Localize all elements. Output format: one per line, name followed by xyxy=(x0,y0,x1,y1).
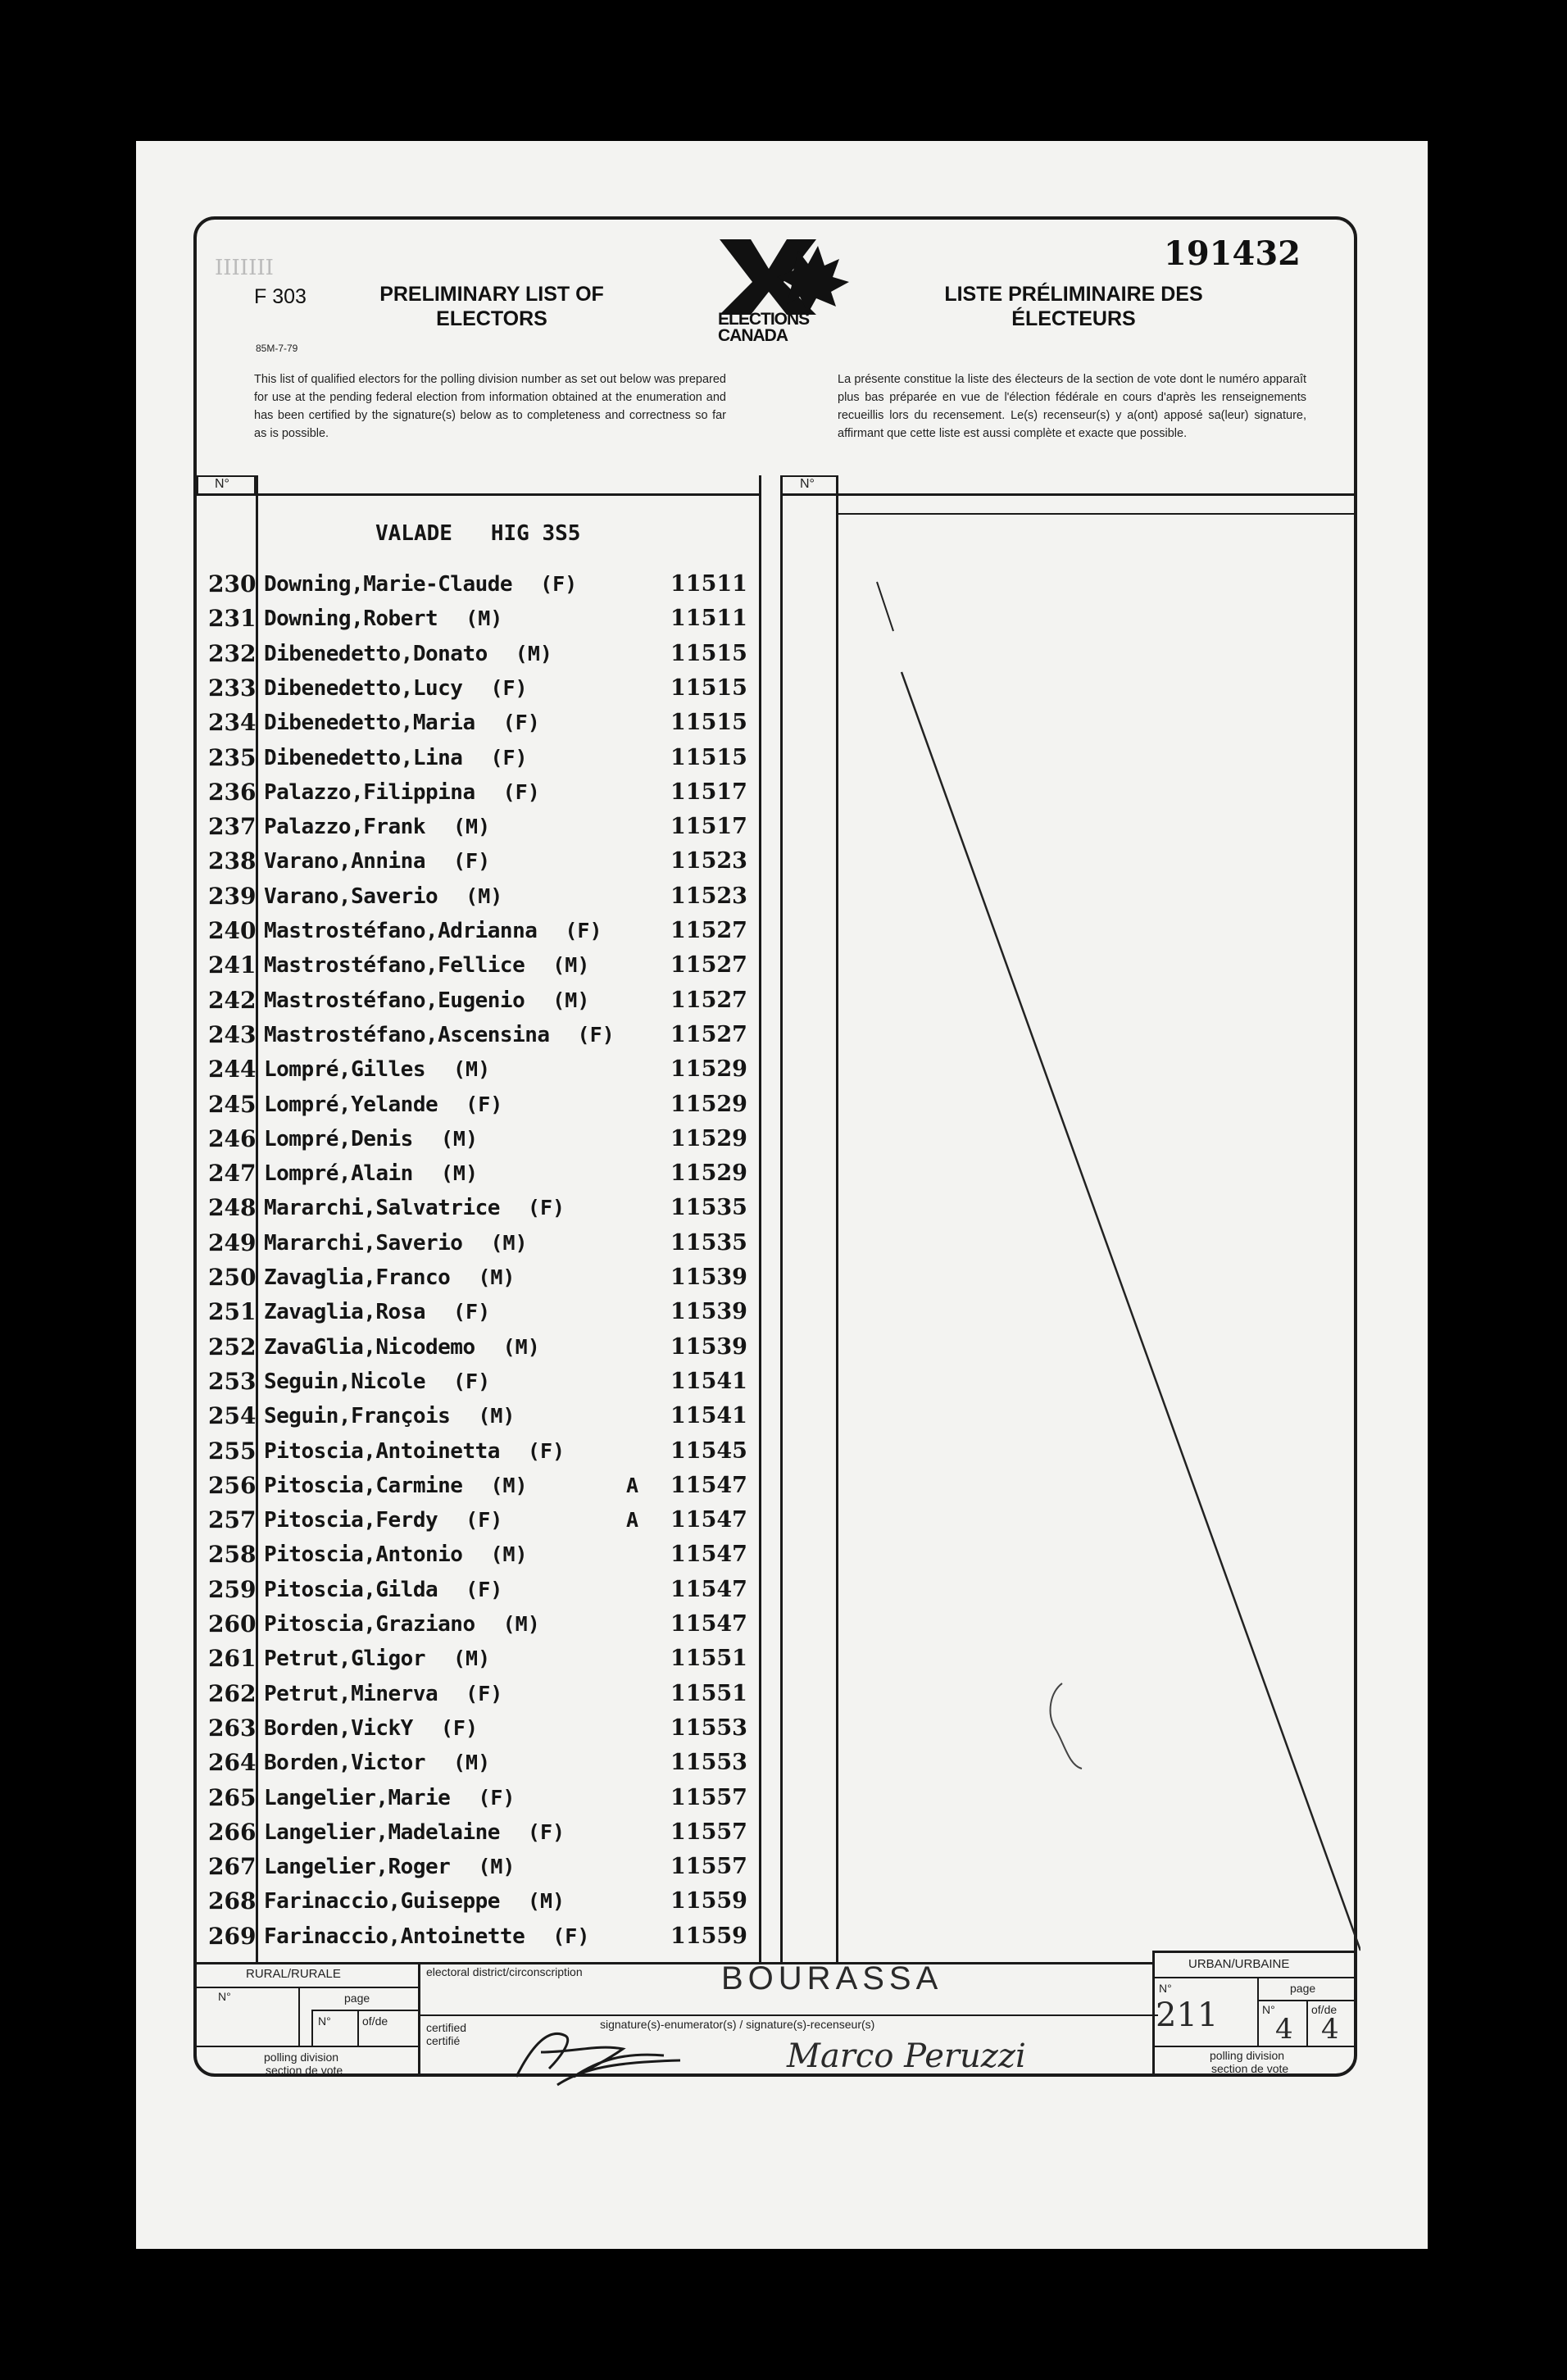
elector-sex: (F) xyxy=(490,745,528,770)
elector-number: 260 xyxy=(208,1610,257,1637)
rural-of-rule xyxy=(357,2010,359,2046)
elector-name: Langelier,Madelaine xyxy=(264,1819,500,1845)
right-column-left-rule xyxy=(780,475,783,1964)
urban-no-value: 211 xyxy=(1156,1996,1219,2034)
urban-label-rule xyxy=(1152,1977,1357,1978)
elector-sex: (F) xyxy=(577,1022,615,1047)
urban-page-value: 4 xyxy=(1275,2013,1293,2046)
urban-of-label: of/de xyxy=(1311,2003,1338,2016)
elector-sex: (M) xyxy=(490,1473,528,1497)
left-column-right-rule xyxy=(759,475,761,1964)
elector-sex: (M) xyxy=(552,988,590,1012)
urban-bottom-rule xyxy=(1152,2046,1357,2047)
elector-sex: (M) xyxy=(490,1230,528,1255)
elector-address: 11529 xyxy=(670,1125,747,1151)
elector-number: 264 xyxy=(208,1749,257,1777)
elector-sex: (F) xyxy=(527,1196,565,1220)
title-fr xyxy=(926,282,1221,331)
elector-address: 11557 xyxy=(670,1784,747,1810)
rural-sub-rule xyxy=(311,2010,420,2011)
elector-address: 11523 xyxy=(670,883,747,909)
elector-number: 251 xyxy=(208,1298,257,1326)
elector-number: 253 xyxy=(208,1367,257,1395)
elector-sex: (M) xyxy=(552,953,590,978)
district-label: electoral district/circonscription xyxy=(426,1965,583,1978)
elector-address: 11511 xyxy=(670,571,747,597)
rural-bottom-rule xyxy=(196,2046,420,2047)
elector-name: Dibenedetto,Maria xyxy=(264,711,475,736)
elector-number: 241 xyxy=(208,952,257,979)
elector-name: Lompré,Yelande xyxy=(264,1092,438,1117)
elector-number: 242 xyxy=(208,986,257,1014)
elector-name: Downing,Robert xyxy=(264,606,438,632)
title-en-line2: ELECTORS xyxy=(436,307,547,330)
elector-sex: (M) xyxy=(466,606,503,631)
elector-number: 265 xyxy=(208,1783,257,1811)
rural-page-label: page xyxy=(344,1992,370,2005)
elector-address: 11553 xyxy=(670,1750,747,1776)
rural-label: RURAL/RURALE xyxy=(246,1967,341,1981)
elector-address: 11547 xyxy=(670,1507,747,1533)
elector-sex: (F) xyxy=(502,779,540,804)
elector-number: 238 xyxy=(208,847,257,875)
elector-name: Pitoscia,Gilda xyxy=(264,1577,438,1602)
elector-name: Pitoscia,Antoinetta xyxy=(264,1438,500,1464)
left-no-header: N° xyxy=(215,477,229,491)
elector-address: 11559 xyxy=(670,1888,747,1914)
intro-text-fr: La présente constitue la liste des électeurs de la section de vote dont le numéro apparaît plus bas préparée en vue de l'élection fédérale en cours d'après les renseignements recueillis lors du recensement. Le(s) recenseur(s) y a(ont) apposé sa(leur) signature, affirmant que cette liste est aussi complète et exacte que possible. xyxy=(838,373,1306,440)
elector-address: 11527 xyxy=(670,918,747,943)
elector-name: Langelier,Marie xyxy=(264,1785,451,1810)
elector-number: 236 xyxy=(208,778,257,806)
form-date: 85M-7-79 xyxy=(256,343,298,354)
serial-number: 191432 xyxy=(1164,234,1301,273)
elector-mark: A xyxy=(626,1508,639,1533)
elector-name: Langelier,Roger xyxy=(264,1855,451,1880)
elector-name: Downing,Marie-Claude xyxy=(264,572,513,597)
elector-mark: A xyxy=(626,1473,639,1497)
elector-sex: (M) xyxy=(453,1751,491,1775)
elector-address: 11559 xyxy=(670,1923,747,1949)
title-en-line1: PRELIMINARY LIST OF xyxy=(379,283,604,306)
elector-number: 244 xyxy=(208,1056,257,1083)
elector-address: 11529 xyxy=(670,1091,747,1117)
elector-number: 234 xyxy=(208,709,257,737)
elector-sex: (M) xyxy=(478,1265,516,1289)
urban-of-rule xyxy=(1306,2000,1308,2046)
rural-section-label: section de vote xyxy=(266,2064,343,2077)
certified-fr: certifié xyxy=(426,2034,461,2047)
elector-sex: (M) xyxy=(478,1855,516,1879)
elector-name: Borden,Victor xyxy=(264,1751,425,1776)
rural-page-rule xyxy=(311,2010,313,2046)
form-ghost-stamp: IIIIIII xyxy=(215,256,274,280)
elector-name: Varano,Annina xyxy=(264,849,425,874)
elector-address: 11523 xyxy=(670,848,747,874)
elector-address: 11527 xyxy=(670,952,747,979)
enumerator-signature-2: Marco Peruzzi xyxy=(787,2037,1026,2075)
elector-sex: (M) xyxy=(440,1161,478,1186)
elector-address: 11517 xyxy=(670,779,747,805)
elector-name: Dibenedetto,Lucy xyxy=(264,675,463,701)
elector-number: 269 xyxy=(208,1922,257,1950)
elector-address: 11517 xyxy=(670,814,747,840)
elector-sex: (F) xyxy=(478,1785,516,1810)
elector-name: Seguin,François xyxy=(264,1404,451,1429)
elector-number: 247 xyxy=(208,1160,257,1188)
elector-number: 233 xyxy=(208,674,257,702)
elector-name: Farinaccio,Antoinette xyxy=(264,1924,525,1949)
header-divider-right xyxy=(780,493,1357,496)
elector-number: 246 xyxy=(208,1124,257,1152)
elector-address: 11539 xyxy=(670,1299,747,1325)
elector-number: 257 xyxy=(208,1506,257,1534)
urban-polling-label: polling division xyxy=(1210,2049,1285,2062)
cancellation-stroke xyxy=(836,508,1360,1967)
elector-number: 232 xyxy=(208,639,257,667)
elector-address: 11551 xyxy=(670,1646,747,1672)
elector-sex: (M) xyxy=(466,883,503,908)
elector-name: Palazzo,Frank xyxy=(264,815,425,840)
urban-label: URBAN/URBAINE xyxy=(1188,1957,1290,1971)
header-divider-left xyxy=(196,493,761,496)
logo-text-line2: CANADA xyxy=(718,326,788,345)
certified-en: certified xyxy=(426,2021,467,2034)
elector-name: Zavaglia,Rosa xyxy=(264,1300,425,1325)
elector-number: 249 xyxy=(208,1229,257,1256)
elector-sex: (M) xyxy=(440,1126,478,1151)
elector-sex: (M) xyxy=(453,1057,491,1082)
elector-address: 11515 xyxy=(670,710,747,736)
elector-number: 231 xyxy=(208,605,257,633)
elector-address: 11511 xyxy=(670,606,747,632)
elector-name: Mastrostéfano,Ascensina xyxy=(264,1022,550,1047)
urban-section-label: section de vote xyxy=(1211,2062,1289,2075)
elector-address: 11547 xyxy=(670,1542,747,1568)
elector-name: Lompré,Alain xyxy=(264,1161,413,1187)
elector-address: 11539 xyxy=(670,1333,747,1360)
elector-number: 235 xyxy=(208,743,257,771)
urban-no-label: N° xyxy=(1159,1982,1172,1995)
rural-no-rule xyxy=(298,1988,300,2046)
district-value: BOURASSA xyxy=(721,1960,943,1996)
title-fr-line1: LISTE PRÉLIMINAIRE DES xyxy=(944,283,1203,306)
elector-number: 259 xyxy=(208,1575,257,1603)
elector-name: Mastrostéfano,Adrianna xyxy=(264,919,538,943)
elector-sex: (M) xyxy=(453,815,491,839)
elector-sex: (F) xyxy=(502,711,540,735)
rural-no2-label: N° xyxy=(318,2014,331,2028)
rural-of-label: of/de xyxy=(362,2014,388,2028)
elector-sex: (F) xyxy=(527,1438,565,1463)
elector-sex: (M) xyxy=(527,1889,565,1914)
elector-number: 267 xyxy=(208,1853,257,1881)
elector-number: 252 xyxy=(208,1333,257,1360)
elector-name: Dibenedetto,Lina xyxy=(264,745,463,770)
elector-address: 11541 xyxy=(670,1403,747,1429)
elector-name: Farinaccio,Guiseppe xyxy=(264,1889,500,1914)
elector-number: 250 xyxy=(208,1264,257,1291)
elector-name: Varano,Saverio xyxy=(264,883,438,909)
rural-label-rule xyxy=(196,1987,420,1988)
elector-number: 239 xyxy=(208,882,257,910)
elector-address: 11527 xyxy=(670,987,747,1013)
elector-address: 11515 xyxy=(670,674,747,701)
elector-sex: (F) xyxy=(453,1369,491,1393)
elector-number: 256 xyxy=(208,1471,257,1499)
urban-no-rule xyxy=(1257,1977,1259,2046)
elector-name: Mararchi,Salvatrice xyxy=(264,1196,500,1221)
elector-sex: (F) xyxy=(565,919,602,942)
form-number: F 303 xyxy=(254,285,307,308)
elector-sex: (F) xyxy=(453,1300,491,1324)
elector-sex: (M) xyxy=(490,1542,528,1567)
enumerator-signature-1 xyxy=(500,2019,697,2093)
elector-sex: (M) xyxy=(515,641,552,665)
elections-canada-logo xyxy=(708,234,852,349)
elector-sex: (F) xyxy=(466,1508,503,1533)
rural-polling-label: polling division xyxy=(264,2051,339,2064)
elector-number: 262 xyxy=(208,1679,257,1707)
elector-address: 11545 xyxy=(670,1438,747,1464)
elector-sex: (M) xyxy=(478,1404,516,1428)
elector-number: 261 xyxy=(208,1645,257,1673)
elector-name: Dibenedetto,Donato xyxy=(264,641,488,666)
elector-name: ZavaGlia,Nicodemo xyxy=(264,1334,475,1360)
logo-text-line1: ELECTIONS xyxy=(718,310,810,329)
elector-address: 11553 xyxy=(670,1715,747,1741)
elector-sex: (F) xyxy=(440,1715,478,1740)
elector-number: 243 xyxy=(208,1020,257,1048)
elector-name: Mararchi,Saverio xyxy=(264,1230,463,1256)
district-rule xyxy=(420,2014,1158,2016)
elector-sex: (F) xyxy=(453,849,491,874)
elector-number: 266 xyxy=(208,1818,257,1846)
elector-number: 245 xyxy=(208,1090,257,1118)
elector-number: 268 xyxy=(208,1887,257,1915)
elector-name: Lompré,Denis xyxy=(264,1126,413,1151)
urban-no2-label: N° xyxy=(1262,2003,1275,2016)
elector-sex: (F) xyxy=(466,1681,503,1706)
elector-name: Palazzo,Filippina xyxy=(264,779,475,805)
elector-number: 230 xyxy=(208,570,257,597)
elector-name: Mastrostéfano,Eugenio xyxy=(264,988,525,1013)
elector-number: 248 xyxy=(208,1194,257,1222)
signature-label: signature(s)-enumerator(s) / signature(s)-recenseur(s) xyxy=(600,2018,875,2031)
right-no-header: N° xyxy=(800,477,815,491)
elector-sex: (F) xyxy=(466,1577,503,1601)
elector-address: 11541 xyxy=(670,1368,747,1394)
elector-number: 254 xyxy=(208,1402,257,1430)
elector-name: Pitoscia,Graziano xyxy=(264,1612,475,1637)
title-fr-line2: ÉLECTEURS xyxy=(1011,307,1136,330)
elector-address: 11557 xyxy=(670,1819,747,1845)
urban-of-value: 4 xyxy=(1321,2013,1339,2046)
title-en xyxy=(344,282,639,331)
elector-name: Zavaglia,Franco xyxy=(264,1265,451,1290)
elector-sex: (M) xyxy=(502,1334,540,1359)
elector-sex: (F) xyxy=(552,1924,590,1948)
elector-address: 11551 xyxy=(670,1680,747,1706)
elector-number: 258 xyxy=(208,1541,257,1569)
elector-name: Pitoscia,Carmine xyxy=(264,1473,463,1498)
rural-no-label: N° xyxy=(218,1990,231,2003)
elector-sex: (F) xyxy=(466,1092,503,1116)
elector-sex: (F) xyxy=(540,572,578,596)
elector-address: 11527 xyxy=(670,1021,747,1047)
elector-sex: (M) xyxy=(502,1612,540,1636)
elector-number: 240 xyxy=(208,917,257,944)
elector-address: 11535 xyxy=(670,1229,747,1256)
street-heading: VALADE HIG 3S5 xyxy=(375,521,581,546)
elector-address: 11547 xyxy=(670,1576,747,1602)
elector-number: 237 xyxy=(208,813,257,841)
elector-address: 11529 xyxy=(670,1160,747,1187)
elector-address: 11535 xyxy=(670,1195,747,1221)
elector-name: Petrut,Minerva xyxy=(264,1681,438,1706)
elector-number: 255 xyxy=(208,1437,257,1465)
elector-name: Mastrostéfano,Fellice xyxy=(264,953,525,979)
left-number-column-rule xyxy=(256,475,258,1964)
elector-name: Seguin,Nicole xyxy=(264,1369,425,1394)
elector-number: 263 xyxy=(208,1714,257,1742)
urban-page-label: page xyxy=(1290,1982,1316,1995)
elector-name: Petrut,Gligor xyxy=(264,1646,425,1672)
elector-address: 11515 xyxy=(670,640,747,666)
elector-sex: (F) xyxy=(527,1819,565,1844)
elector-address: 11547 xyxy=(670,1472,747,1498)
intro-text-en: This list of qualified electors for the polling division number as set out below was prepared for use at the pending federal election from information obtained at the enumeration and has been certified by the signature(s) below as to completeness and correctness so far as is possible. xyxy=(254,373,726,440)
elector-address: 11515 xyxy=(670,744,747,770)
elector-address: 11557 xyxy=(670,1854,747,1880)
elector-name: Lompré,Gilles xyxy=(264,1057,425,1083)
elector-address: 11547 xyxy=(670,1611,747,1637)
elector-address: 11529 xyxy=(670,1056,747,1083)
elector-name: Pitoscia,Antonio xyxy=(264,1542,463,1568)
elector-name: Pitoscia,Ferdy xyxy=(264,1508,438,1533)
elector-sex: (M) xyxy=(453,1646,491,1671)
maple-x-logo-icon xyxy=(708,234,852,316)
elector-name: Borden,VickY xyxy=(264,1715,413,1741)
elector-sex: (F) xyxy=(490,675,528,700)
elector-address: 11539 xyxy=(670,1265,747,1290)
